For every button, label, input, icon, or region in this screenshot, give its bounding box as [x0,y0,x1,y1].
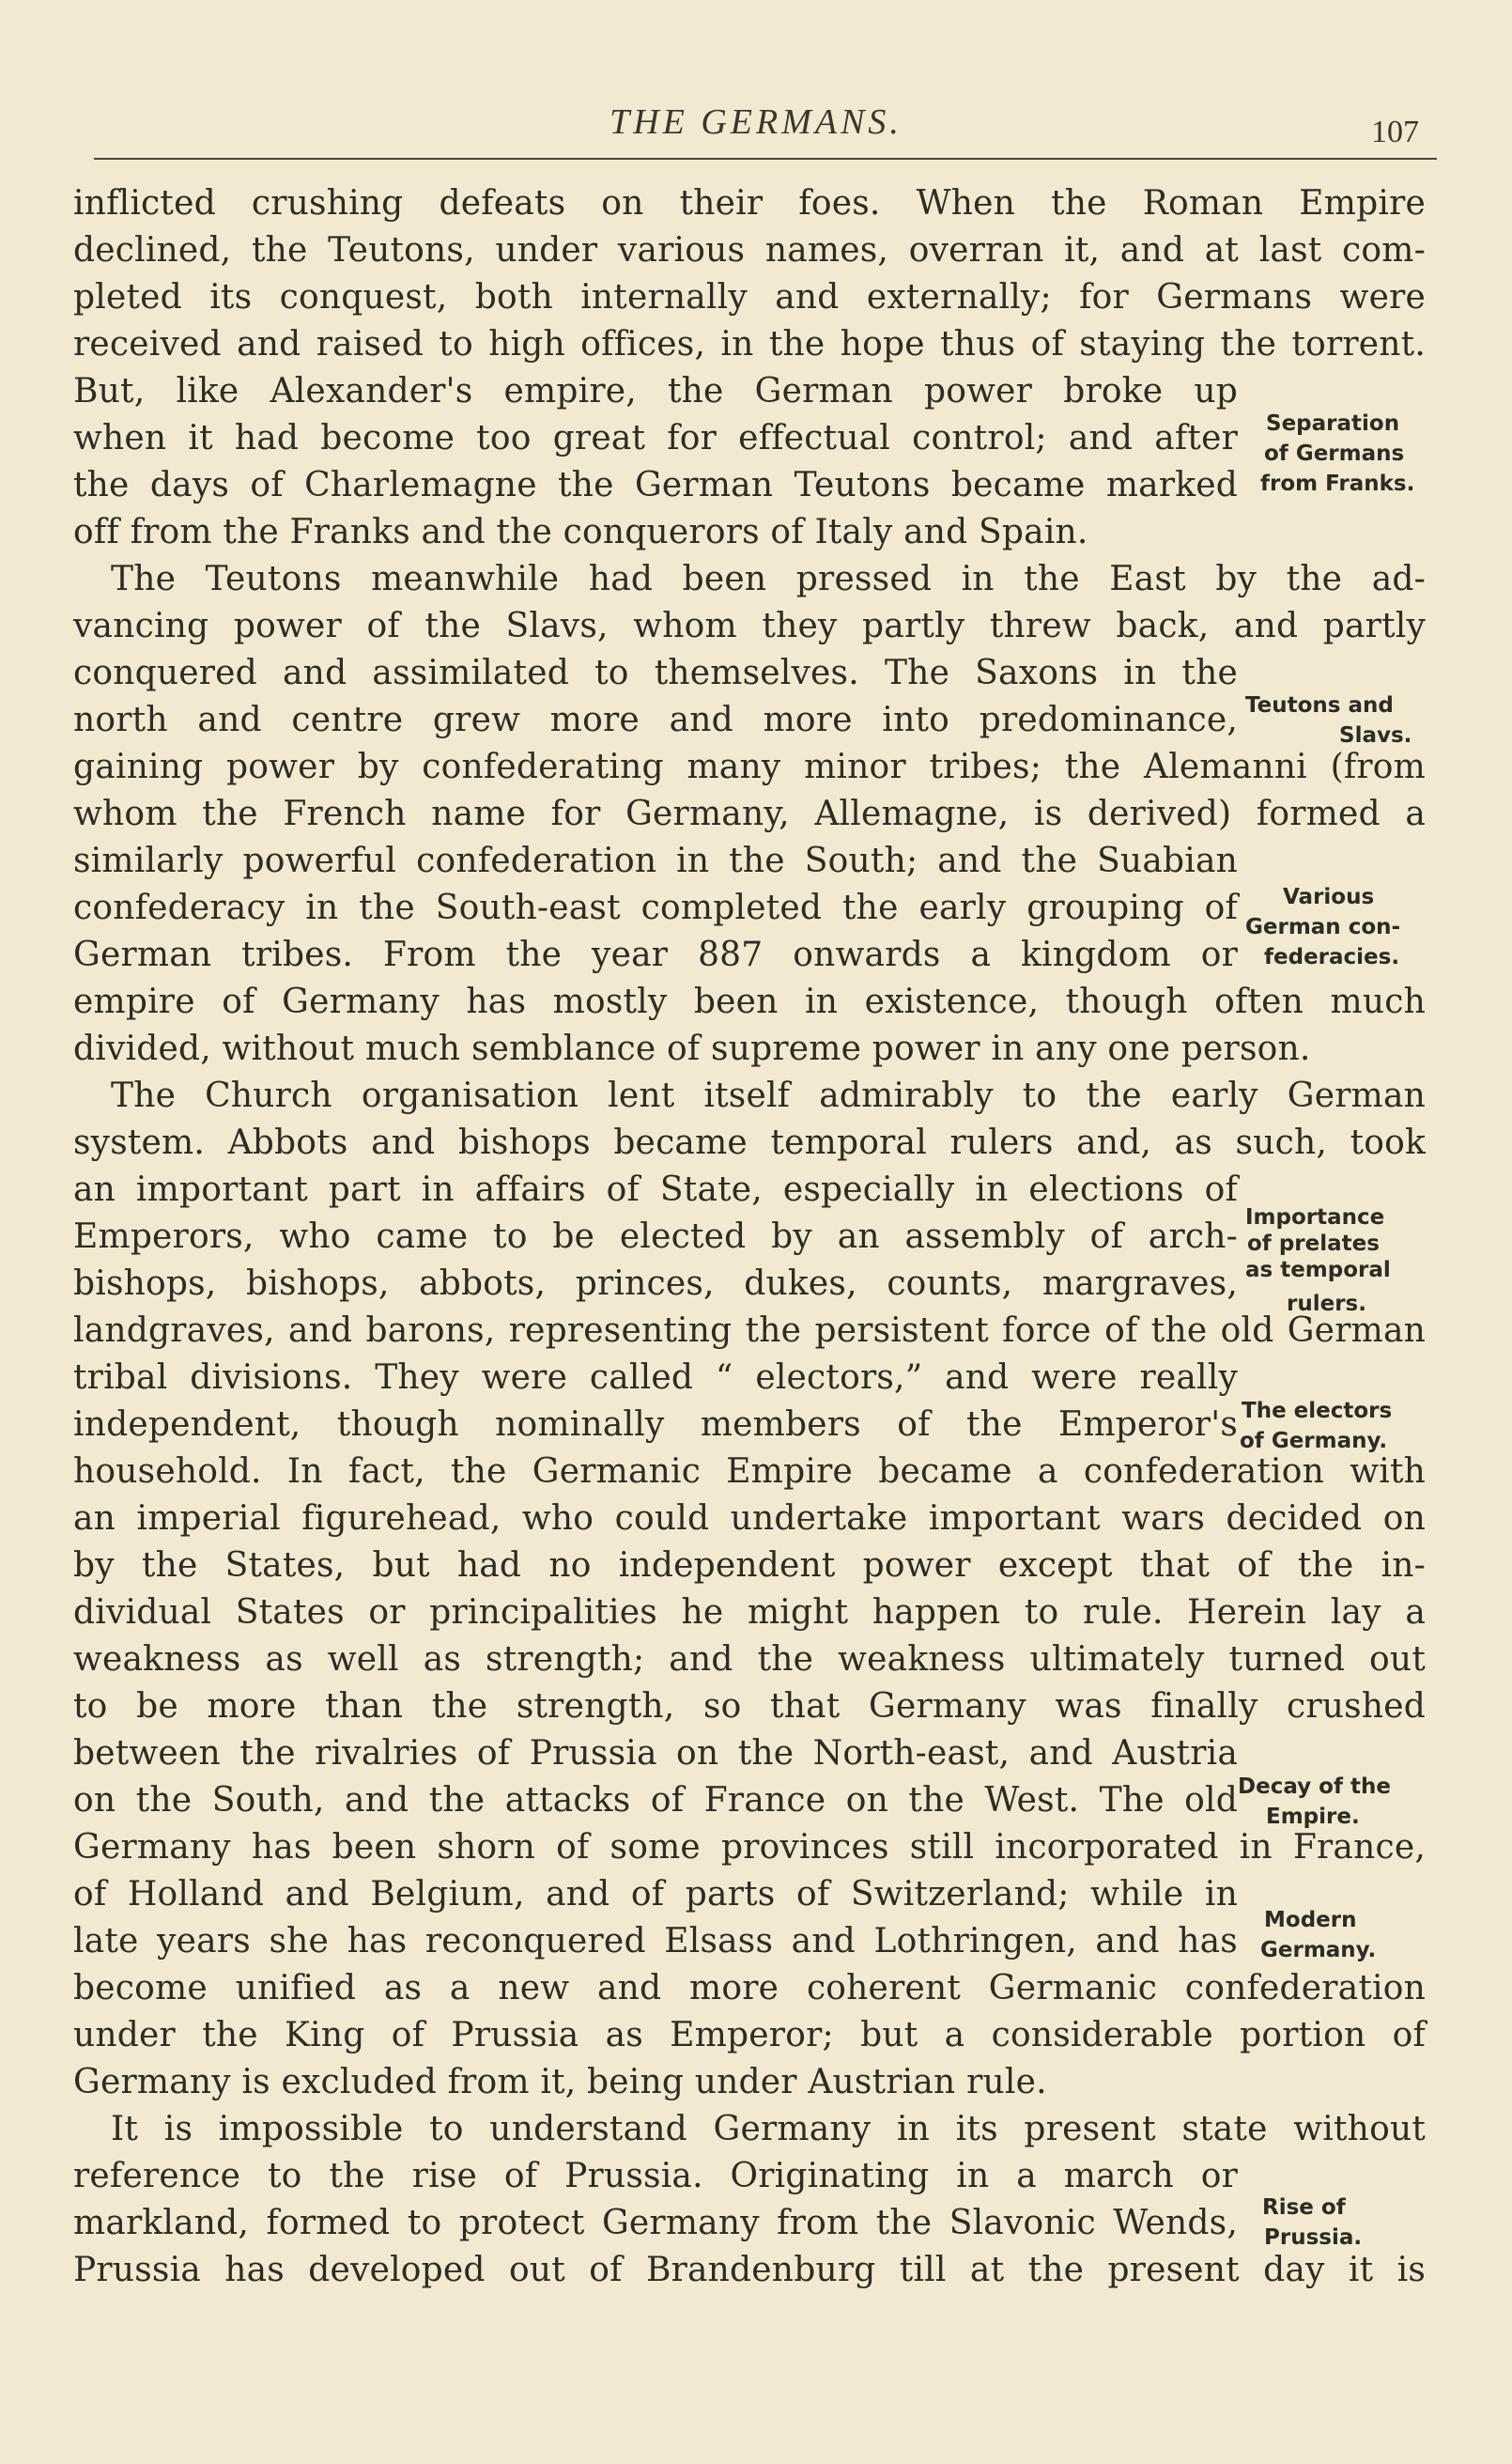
text-line: an important part in affairs of State, especially in elections of [73,1170,1238,1209]
text-line: when it had become too great for effectual control; and after [73,419,1238,457]
text-line: independent, though nominally members of the Emperor's [73,1405,1238,1444]
text-line: It is impossible to understand Germany in its present state without [111,2110,1426,2148]
text-line: bishops, bishops, abbots, princes, dukes, counts, margraves, [73,1264,1238,1303]
margin-note: Separation [1266,411,1400,436]
text-line: empire of Germany has mostly been in existence, though often much [73,983,1426,1021]
text-line: pleted its conquest, both internally and externally; for Germans were [73,278,1426,317]
text-line: system. Abbots and bishops became temporal rulers and, as such, took [73,1124,1426,1162]
text-line: become unified as a new and more coherent Germanic confederation [73,1969,1426,2007]
text-line: by the States, but had no independent power except that of the in- [73,1546,1426,1585]
text-line: under the King of Prussia as Emperor; but a considerable portion of [73,2016,1426,2054]
margin-note: federacies. [1264,945,1400,969]
margin-note: Empire. [1266,1805,1360,1829]
margin-note: German con- [1245,915,1401,939]
text-line: Prussia has developed out of Brandenburg till at the present day it is [73,2251,1426,2289]
text-line: The Teutons meanwhile had been pressed in the East by the ad- [111,560,1426,598]
text-line: reference to the rise of Prussia. Originating in a march or [73,2157,1238,2195]
margin-note: Prussia. [1264,2225,1363,2250]
margin-note: Slavs. [1339,723,1412,748]
margin-note: Teutons and [1245,693,1394,718]
text-line: tribal divisions. They were called “ electors,” and were really [73,1358,1238,1397]
text-line: household. In fact, the Germanic Empire became a confederation with [73,1452,1426,1491]
margin-note: Importance [1245,1205,1385,1230]
margin-note: The electors [1242,1399,1393,1423]
page-number: 107 [1371,115,1419,149]
text-line: gaining power by confederating many minor tribes; the Alemanni (from [73,748,1426,786]
text-line: Germany has been shorn of some provinces still incorporated in France, [73,1828,1426,1867]
text-line: conquered and assimilated to themselves. The Saxons in the [73,654,1238,692]
text-line: whom the French name for Germany, Allemagne, is derived) formed a [73,795,1426,833]
text-line: between the rivalries of Prussia on the North-east, and Austria [73,1734,1238,1773]
margin-note: rulers. [1287,1292,1366,1316]
margin-note: Modern [1264,1908,1357,1932]
text-line: The Church organisation lent itself admirably to the early German [111,1077,1426,1115]
text-line: received and raised to high offices, in the hope thus of staying the torrent. [73,325,1426,364]
margin-note: from Franks. [1260,472,1415,496]
margin-note: as temporal [1245,1258,1391,1282]
text-line: vancing power of the Slavs, whom they partly threw back, and partly [73,607,1426,645]
header-rule [94,158,1437,160]
text-line: the days of Charlemagne the German Teutons became marked [73,466,1238,504]
text-line: German tribes. From the year 887 onwards a kingdom or [73,936,1238,974]
text-line: confederacy in the South-east completed the early grouping of [73,889,1238,927]
text-line: north and centre grew more and more into predominance, [73,701,1238,739]
running-header-title: THE GERMANS. [609,102,903,142]
margin-note: of Germans [1264,442,1405,466]
text-line: off from the Franks and the conquerors of Italy and Spain. [73,513,1088,551]
text-line: dividual States or principalities he might happen to rule. Herein lay a [73,1593,1426,1632]
text-line: on the South, and the attacks of France on the West. The old [73,1781,1238,1820]
margin-note: of prelates [1247,1232,1380,1256]
text-line: inflicted crushing defeats on their foes. When the Roman Empire [73,184,1426,223]
text-line: But, like Alexander's empire, the German power broke up [73,372,1238,411]
margin-note: of Germany. [1240,1429,1388,1453]
text-line: Emperors, who came to be elected by an assembly of arch- [73,1217,1238,1256]
margin-note: Various [1283,885,1375,909]
text-line: divided, without much semblance of supreme power in any one person. [73,1030,1311,1068]
text-line: Germany is excluded from it, being under Austrian rule. [73,2063,1047,2101]
text-line: an imperial figurehead, who could undertake important wars decided on [73,1499,1426,1538]
text-line: of Holland and Belgium, and of parts of Switzerland; while in [73,1875,1238,1914]
text-line: to be more than the strength, so that Germany was finally crushed [73,1687,1426,1726]
text-line: weakness as well as strength; and the weakness ultimately turned out [73,1640,1426,1679]
text-line: late years she has reconquered Elsass and Lothringen, and has [73,1922,1238,1960]
margin-note: Decay of the [1238,1774,1391,1799]
margin-note: Germany. [1260,1938,1377,1962]
margin-note: Rise of [1262,2195,1346,2220]
text-line: declined, the Teutons, under various names, overran it, and at last com- [73,231,1426,270]
text-line: markland, formed to protect Germany from the Slavonic Wends, [73,2204,1238,2242]
text-line: landgraves, and barons, representing the persistent force of the old German [73,1311,1426,1350]
text-line: similarly powerful confederation in the South; and the Suabian [73,842,1238,880]
